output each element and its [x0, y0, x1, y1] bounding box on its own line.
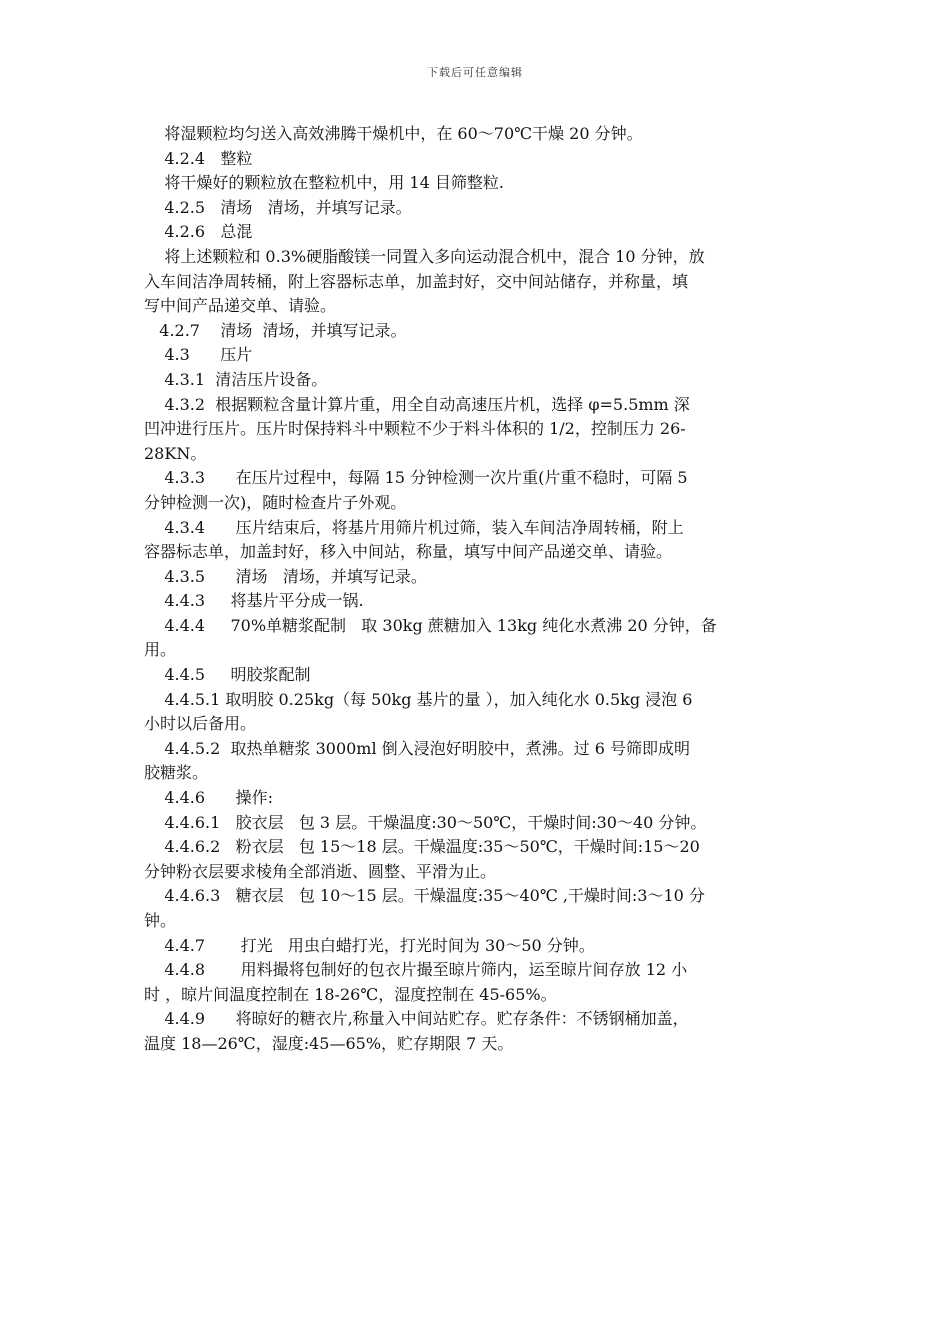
section-heading: 4.2.7 清场 清场，并填写记录。 — [144, 320, 407, 340]
section-heading: 4.3 压片 — [144, 345, 253, 365]
text-line: 4.4.7 打光 用虫白蜡打光，打光时间为 30～50 分钟。 — [144, 935, 595, 955]
text-line: 分钟粉衣层要求棱角全部消逝、圆整、平滑为止。 — [144, 861, 497, 881]
text-line: 将湿颗粒均匀送入高效沸腾干燥机中，在 60～70℃干燥 20 分钟。 — [144, 124, 643, 143]
text-line: 4.4.5.2 取热单糖浆 3000ml 倒入浸泡好明胶中，煮沸。过 6 号筛即成明 — [144, 738, 691, 758]
section-heading: 4.2.4 整粒 — [144, 148, 253, 168]
text-line: 4.4.9 将晾好的糖衣片,称量入中间站贮存。贮存条件：不锈钢桶加盖， — [144, 1009, 689, 1029]
section-heading: 4.3.5 清场 清场，并填写记录。 — [144, 566, 427, 586]
text-line: 4.4.8 用料撮将包制好的包衣片撮至晾片筛内，运至晾片间存放 12 小 — [144, 960, 688, 980]
text-line: 胶糖浆。 — [144, 763, 209, 783]
text-line: 4.4.6.2 粉衣层 包 15～18 层。干燥温度:35～50℃，干燥时间:15～20 — [144, 837, 700, 857]
text-line: 4.4.5.1 取明胶 0.25kg（每 50kg 基片的量 ），加入纯化水 0.5kg 浸泡 6 — [144, 689, 693, 709]
text-line: 时 ，晾片间温度控制在 18-26℃，湿度控制在 45-65%。 — [144, 984, 557, 1004]
section-heading: 4.2.6 总混 — [144, 222, 253, 242]
text-line: 钟。 — [144, 911, 177, 930]
text-line: 小时以后备用。 — [144, 714, 257, 734]
text-line: 4.3.3 在压片过程中，每隔 15 分钟检测一次片重(片重不稳时，可隔 5 — [144, 468, 688, 488]
text-line: 写中间产品递交单、请验。 — [144, 296, 337, 316]
text-line: 4.3.2 根据颗粒含量计算片重，用全自动高速压片机，选择 φ=5.5mm 深 — [144, 394, 690, 414]
page-header: 下载后可任意编辑 — [427, 66, 523, 79]
text-line: 将干燥好的颗粒放在整粒机中，用 14 目筛整粒. — [144, 173, 504, 193]
text-line: 分钟检测一次)，随时检查片子外观。 — [144, 492, 407, 512]
text-line: 用。 — [144, 640, 177, 660]
text-line: 将上述颗粒和 0.3%硬脂酸镁一同置入多向运动混合机中，混合 10 分钟，放 — [144, 246, 705, 266]
section-heading: 4.4.5 明胶浆配制 — [144, 665, 311, 685]
text-line: 4.4.6.3 糖衣层 包 10～15 层。干燥温度:35～40℃ ,干燥时间:3～10 分 — [144, 886, 705, 906]
text-line: 4.4.4 70%单糖浆配制 取 30kg 蔗糖加入 13kg 纯化水煮沸 20 分钟，备 — [144, 615, 717, 635]
text-line: 容器标志单，加盖封好，移入中间站，称量，填写中间产品递交单、请验。 — [144, 542, 673, 562]
section-heading: 4.2.5 清场 清场，并填写记录。 — [144, 197, 412, 217]
text-line: 28KN。 — [144, 443, 207, 463]
section-heading: 4.3.1 清洁压片设备。 — [144, 369, 328, 389]
section-heading: 4.4.6 操作: — [144, 788, 273, 808]
section-heading: 4.4.3 将基片平分成一锅. — [144, 591, 364, 611]
text-line: 4.4.6.1 胶衣层 包 3 层。干燥温度:30～50℃，干燥时间:30～40 分钟。 — [144, 812, 707, 832]
document-body — [144, 122, 810, 1057]
text-line: 4.3.4 压片结束后，将基片用筛片机过筛，装入车间洁净周转桶，附上 — [144, 517, 684, 537]
text-line: 凹冲进行压片。压片时保持料斗中颗粒不少于料斗体积的 1/2，控制压力 26- — [144, 419, 686, 439]
text-line: 入车间洁净周转桶，附上容器标志单，加盖封好，交中间站储存，并称量，填 — [144, 271, 689, 291]
text-line: 温度 18—26℃，湿度:45—65%，贮存期限 7 天。 — [144, 1033, 514, 1053]
